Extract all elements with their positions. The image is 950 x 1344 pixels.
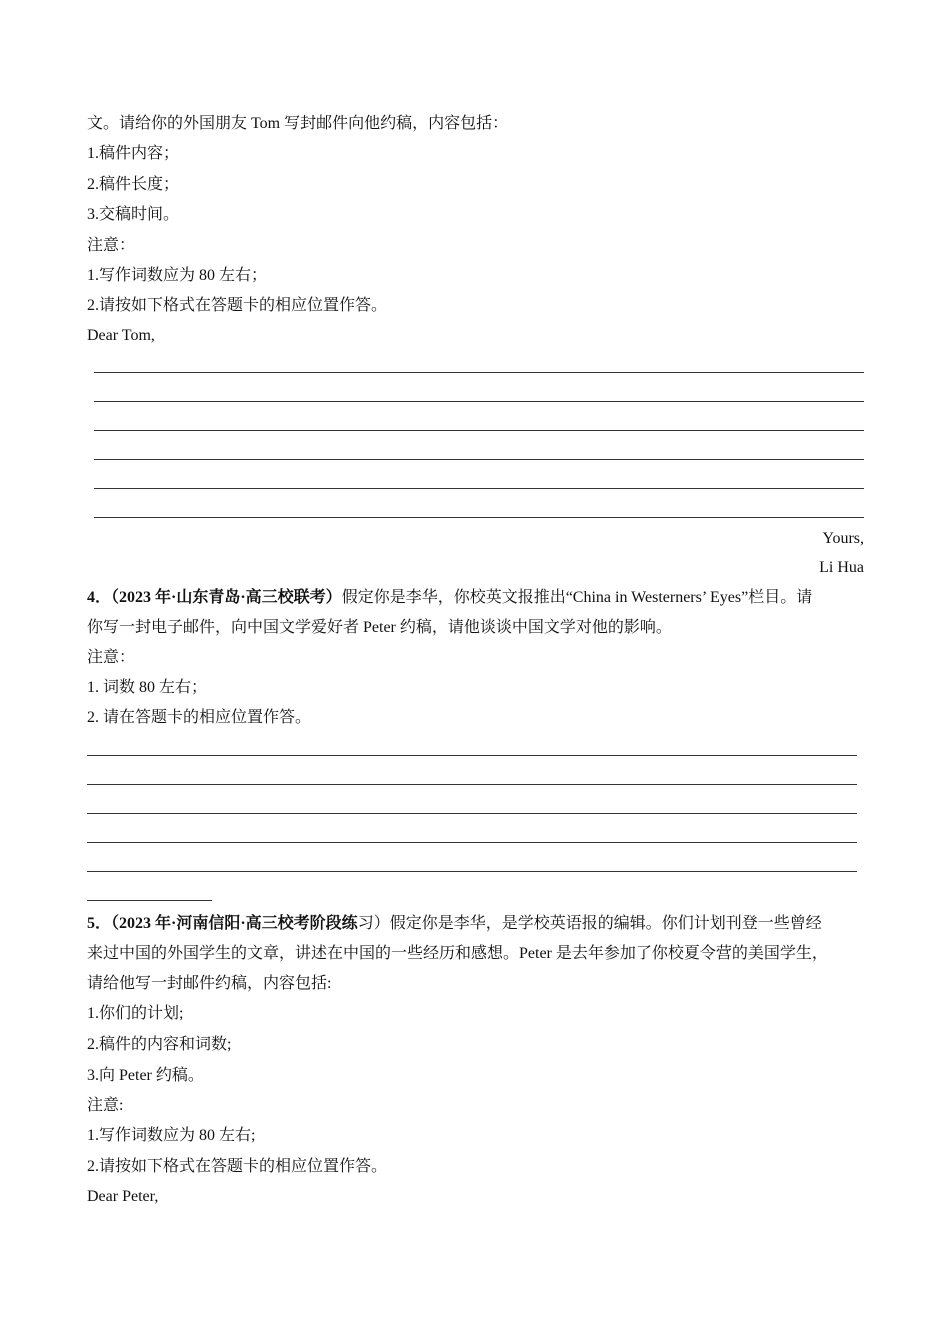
q5-prompt-text-1: 习）假定你是李华，是学校英语报的编辑。你们计划刊登一些曾经 [357, 915, 822, 932]
q5-salutation: Dear Peter, [87, 1188, 159, 1205]
q3-note-label: 注意： [87, 237, 136, 254]
q3-signature: Li Hua [819, 559, 864, 576]
q4-note-1: 1. 词数 80 左右； [87, 679, 208, 696]
q3-note-2: 2.请按如下格式在答题卡的相应位置作答。 [87, 297, 388, 314]
q3-note-1: 1.写作词数应为 80 左右； [87, 267, 268, 284]
q5-source: 5．（2023 年·河南信阳·高三校考阶段练 [87, 915, 358, 932]
answer-line[interactable] [94, 459, 864, 460]
q5-note-1: 1.写作词数应为 80 左右; [87, 1127, 256, 1144]
q5-prompt-line-1 [87, 914, 863, 934]
answer-line[interactable] [94, 401, 864, 402]
q4-prompt-line-1 [87, 588, 863, 608]
q3-item-1: 1.稿件内容； [87, 145, 180, 162]
q4-note-label: 注意： [87, 649, 136, 666]
answer-line[interactable] [87, 813, 857, 814]
q4-prompt-line-2: 你写一封电子邮件，向中国文学爱好者 Peter 约稿，请他谈谈中国文学对他的影响。 [87, 619, 672, 636]
q5-item-3: 3.向 Peter 约稿。 [87, 1067, 204, 1084]
q3-item-2: 2.稿件长度； [87, 176, 180, 193]
q4-prompt-text-1: 假定你是李华，你校英文报推出“China in Westerners’ Eyes”栏目。请 [341, 589, 813, 606]
answer-line[interactable] [87, 871, 857, 872]
answer-line[interactable] [94, 430, 864, 431]
q5-prompt-line-2: 来过中国的外国学生的文章，讲述在中国的一些经历和感想。Peter 是去年参加了你校夏令营的美国学生， [87, 945, 828, 962]
answer-line[interactable] [94, 517, 864, 518]
q5-note-label: 注意: [87, 1097, 124, 1114]
answer-line-short[interactable] [87, 900, 212, 901]
q5-item-1: 1.你们的计划; [87, 1005, 184, 1022]
q3-item-3: 3.交稿时间。 [87, 206, 180, 223]
q5-note-2: 2.请按如下格式在答题卡的相应位置作答。 [87, 1158, 388, 1175]
answer-line[interactable] [94, 488, 864, 489]
q3-salutation: Dear Tom, [87, 327, 155, 344]
q4-note-2: 2. 请在答题卡的相应位置作答。 [87, 709, 312, 726]
answer-line[interactable] [87, 842, 857, 843]
answer-line[interactable] [87, 755, 857, 756]
q3-closing: Yours, [822, 530, 864, 547]
q5-item-2: 2.稿件的内容和词数; [87, 1036, 232, 1053]
answer-line[interactable] [87, 784, 857, 785]
q5-prompt-line-3: 请给他写一封邮件约稿，内容包括: [87, 975, 332, 992]
q4-source: 4．（2023 年·山东青岛·高三校联考） [87, 589, 342, 606]
q3-intro-tail: 文。请给你的外国朋友 Tom 写封邮件向他约稿，内容包括： [87, 115, 509, 132]
answer-line[interactable] [94, 372, 864, 373]
